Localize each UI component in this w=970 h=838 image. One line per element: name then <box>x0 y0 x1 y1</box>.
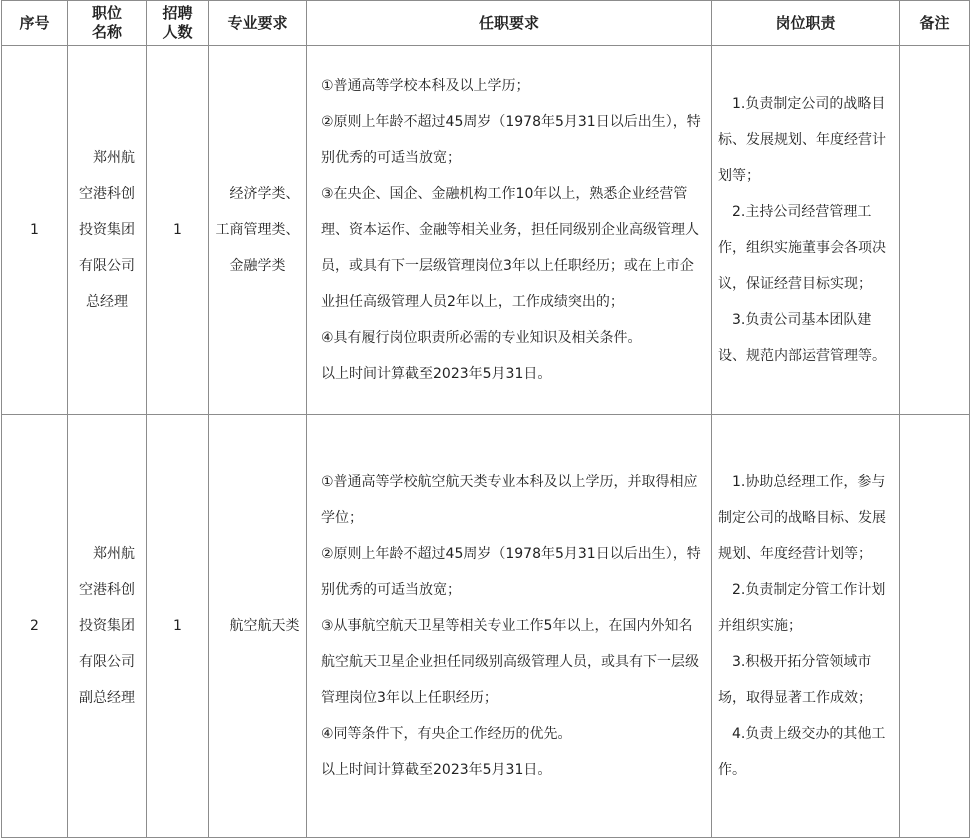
row-major <box>209 46 307 415</box>
row-major-text: 经济学类、工商管理类、金融学类 <box>215 186 300 274</box>
duty-item: 1.协助总经理工作，参与制定公司的战略目标、发展规划、年度经营计划等； <box>718 474 886 562</box>
row-major-text: 航空航天类 <box>229 618 300 634</box>
header-remarks: 备注 <box>900 1 970 46</box>
header-major: 专业要求 <box>209 1 307 46</box>
row-index: 1 <box>2 46 68 415</box>
header-position <box>68 1 147 46</box>
table-row <box>2 46 970 415</box>
header-position-label: 职位名称 <box>91 4 122 41</box>
row-index: 2 <box>2 415 68 838</box>
recruitment-table <box>1 0 970 838</box>
duty-item: 2.负责制定分管工作计划并组织实施； <box>718 582 886 634</box>
header-requirements: 任职要求 <box>307 1 712 46</box>
row-duties <box>712 415 900 838</box>
row-duties <box>712 46 900 415</box>
duty-item: 2.主持公司经营管理工作，组织实施董事会各项决议，保证经营目标实现； <box>718 204 886 292</box>
duty-item: 1.负责制定公司的战略目标、发展规划、年度经营计划等； <box>718 96 886 184</box>
header-count <box>147 1 209 46</box>
row-position <box>68 46 147 415</box>
requirement-item: 以上时间计算截至2023年5月31日。 <box>321 366 552 382</box>
row-requirements <box>307 46 712 415</box>
header-count-label: 招聘人数 <box>162 4 193 41</box>
requirement-item: ①普通高等学校航空航天类专业本科及以上学历，并取得相应学位； <box>321 474 698 526</box>
requirement-item: ①普通高等学校本科及以上学历； <box>321 78 530 94</box>
row-count: 1 <box>147 46 209 415</box>
duty-item: 3.负责公司基本团队建设、规范内部运营管理等。 <box>718 312 886 364</box>
requirement-item: 以上时间计算截至2023年5月31日。 <box>321 762 552 778</box>
requirement-item: ③从事航空航天卫星等相关专业工作5年以上，在国内外知名航空航天卫星企业担任同级别高级管理人员，或具有下一层级管理岗位3年以上任职经历； <box>321 618 699 706</box>
requirement-item: ③在央企、国企、金融机构工作10年以上，熟悉企业经营管理、资本运作、金融等相关业务，担任同级别企业高级管理人员，或具有下一层级管理岗位3年以上任职经历；或在上市企业担任高级管理人员2年以上，工作成绩突出的； <box>321 186 699 310</box>
duty-item: 3.积极开拓分管领域市场，取得显著工作成效； <box>718 654 872 706</box>
row-remarks <box>900 46 970 415</box>
row-requirements <box>307 415 712 838</box>
header-index: 序号 <box>2 1 68 46</box>
row-remarks <box>900 415 970 838</box>
row-position-text: 郑州航空港科创投资集团有限公司总经理 <box>79 150 135 310</box>
duty-item: 4.负责上级交办的其他工作。 <box>718 726 886 778</box>
requirement-item: ④同等条件下，有央企工作经历的优先。 <box>321 726 572 742</box>
row-major <box>209 415 307 838</box>
table-header-row <box>2 1 970 46</box>
requirement-item: ②原则上年龄不超过45周岁（1978年5月31日以后出生），特别优秀的可适当放宽； <box>321 546 701 598</box>
requirement-item: ④具有履行岗位职责所必需的专业知识及相关条件。 <box>321 330 642 346</box>
row-position <box>68 415 147 838</box>
requirement-item: ②原则上年龄不超过45周岁（1978年5月31日以后出生），特别优秀的可适当放宽； <box>321 114 701 166</box>
row-count: 1 <box>147 415 209 838</box>
row-position-text: 郑州航空港科创投资集团有限公司副总经理 <box>79 546 135 706</box>
header-duties: 岗位职责 <box>712 1 900 46</box>
table-row <box>2 415 970 838</box>
